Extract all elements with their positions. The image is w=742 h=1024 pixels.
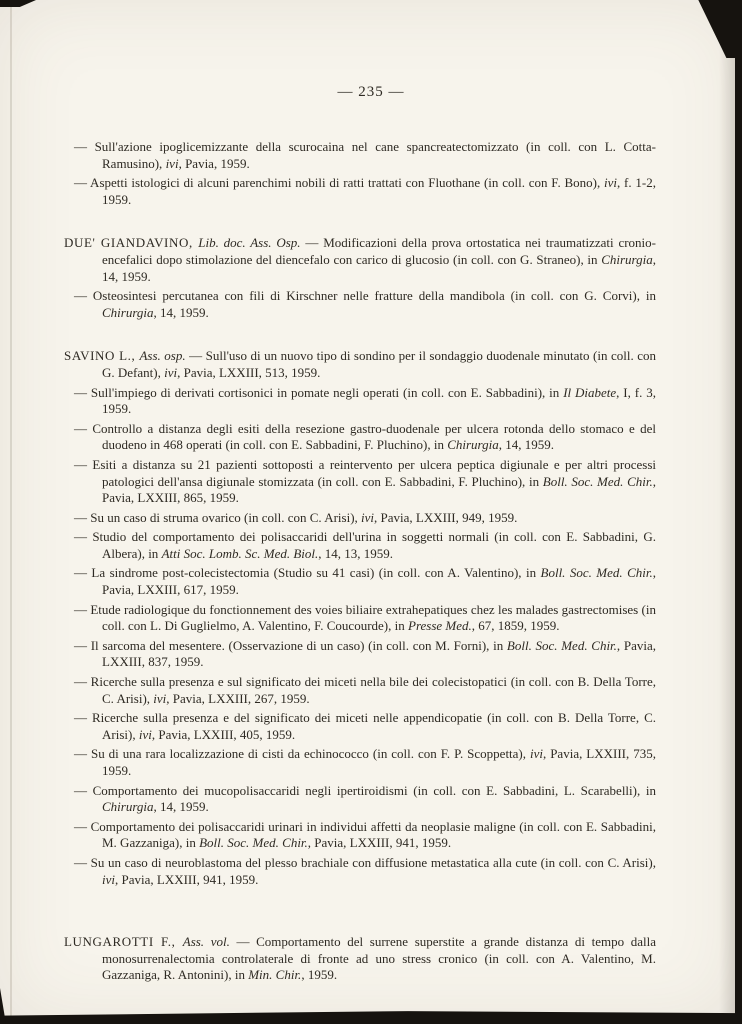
bib-section (64, 934, 656, 984)
bib-dash-entry (64, 510, 656, 527)
bib-dash-entry (64, 710, 656, 743)
page-number: — 235 — (337, 84, 405, 100)
entry-text: , Pavia, LXXIII, 941, 1959. (115, 871, 259, 887)
work-title: Boll. Soc. Med. Chir. (199, 835, 308, 851)
entry-text: — Ricerche sulla presenza e del significato dei miceti nelle appendicopatie (in coll. con B. Della Torre, C. Arisi), (74, 710, 656, 742)
bib-dash-entry (64, 529, 656, 562)
entry-text: , Pavia, LXXIII, 865, 1959. (102, 473, 656, 506)
entry-text: , Pavia, LXXIII, 267, 1959. (166, 690, 310, 706)
work-title: Chirurgia (102, 799, 154, 815)
author-name: SAVINO L., (64, 348, 140, 364)
entry-text: , Pavia, LXXIII, 837, 1959. (102, 637, 656, 670)
entry-text: — Modificazioni della prova ortostatica nei traumatizzati cronio-encefalici dopo stimolazione del diencefalo con carico di glucosio (in coll. con G. Straneo), in (102, 235, 656, 267)
entry-text: — Sull'uso di un nuovo tipo di sondino per il sondaggio duodenale minutato (in coll. con G. Defant), (102, 348, 656, 380)
work-title: ivi (138, 726, 152, 742)
work-title: Boll. Soc. Med. Chir. (506, 637, 617, 653)
bib-author-entry (64, 235, 656, 285)
entry-text: , f. 1-2, 1959. (102, 175, 656, 207)
bib-dash-entry (64, 746, 656, 779)
entry-text: — Su di una rara localizzazione di cisti da echinococco (in coll. con F. P. Scoppetta), (74, 746, 530, 762)
bib-dash-entry (64, 457, 656, 507)
entry-text: — Esiti a distanza su 21 pazienti sottoposti a reintervento per ulcera peptica digiunale e per altri processi patologici dell'ansa digiunale stomizzata (in coll. con E. Sabbadini, F. Pluchino), in (74, 456, 656, 489)
entry-text: — Il sarcoma del mesentere. (Osservazione di un caso) (in coll. con M. Forni), in (74, 637, 507, 653)
entry-text: — Comportamento del surrene superstite a grande distanza di tempo dalla monosurrenalectomia controlaterale di fronte ad uno stress cronico (in coll. con A. Valentino, M. Gazzaniga, R. Antonini), in (102, 934, 656, 983)
work-title: Chirurgia (102, 304, 154, 320)
work-title: Presse Med. (408, 618, 472, 634)
work-title: ivi (165, 155, 179, 171)
bib-dash-entry (64, 638, 656, 671)
bib-section (64, 348, 656, 888)
entry-text: — Controllo a distanza degli esiti della resezione gastro-duodenale per ulcera rotonda dello stomaco e del duodeno in 468 operati (in coll. con E. Sabbadini, F. Pluchino), in (74, 420, 656, 453)
entry-text: — Sull'azione ipoglicemizzante della scurocaina nel cane spancreatectomizzato (in coll. con L. Cotta-Ramusino), (74, 139, 656, 171)
bib-dash-entry (64, 855, 656, 888)
bib-author-entry (64, 934, 656, 984)
entry-text: , 14, 1959. (153, 304, 209, 320)
entry-text: , Pavia, LXXIII, 617, 1959. (102, 565, 656, 598)
entry-text: — Su un caso di neuroblastoma del plesso brachiale con diffusione metastatica alla cute (in coll. con C. Arisi), (74, 854, 656, 870)
entry-text: — Su un caso di struma ovarico (in coll. con C. Arisi), (74, 509, 362, 525)
work-title: ivi (164, 364, 178, 380)
bib-dash-entry (64, 819, 656, 852)
work-title: ivi (604, 175, 618, 191)
bib-dash-entry (64, 385, 656, 418)
entry-text: , Pavia, LXXIII, 405, 1959. (151, 726, 296, 742)
bib-dash-entry (64, 139, 656, 172)
entry-text: — Aspetti istologici di alcuni parenchimi nobili di ratti trattati con Fluothane (in coll. con F. Bono), (74, 175, 605, 191)
entry-text: — Sull'impiego di derivati cortisonici in pomate negli operati (in coll. con E. Sabbadini), in (74, 384, 564, 400)
scan-artifact-right-edge (735, 0, 742, 1024)
bib-dash-entry (64, 565, 656, 598)
entry-text: — Etude radiologique du fonctionnement des voies biliaire extrahepatiques chez les malades gastrectomises (in coll. con L. Di Guglielmo, A. Valentino, F. Coucourde), in (74, 601, 656, 634)
work-title: Boll. Soc. Med. Chir. (542, 473, 653, 489)
entry-text: , Pavia, LXXIII, 513, 1959. (177, 364, 321, 380)
entry-text: — Comportamento dei mucopolisaccaridi negli ipertiroidismi (in coll. con E. Sabbadini, L. Scarabelli), in (74, 782, 656, 798)
entry-text: , 14, 13, 1959. (318, 545, 394, 561)
entry-text: — Osteosintesi percutanea con fili di Kirschner nelle fratture della mandibola (in coll. con G. Corvi), in (74, 288, 656, 304)
entry-text: , Pavia, 1959. (178, 155, 250, 171)
entry-text: , Pavia, LXXIII, 949, 1959. (374, 509, 518, 525)
work-title: Il Diabete (563, 384, 617, 400)
entry-text: — Comportamento dei polisaccaridi urinari in individui affetti da neoplasie maligne (in coll. con E. Sabbadini, M. Gazzaniga), in (74, 818, 656, 851)
author-name: DUE' GIANDAVINO, (64, 235, 199, 251)
bib-author-entry (64, 348, 656, 381)
work-title: Atti Soc. Lomb. Sc. Med. Biol. (161, 545, 319, 561)
work-title: ivi (102, 871, 115, 887)
entry-text: , 14, 1959. (102, 251, 656, 284)
work-title: ivi (153, 690, 167, 706)
bib-dash-entry (64, 602, 656, 635)
scan-shadow-right (719, 0, 735, 1024)
entry-text: , I, f. 3, 1959. (102, 384, 656, 417)
work-title: Ass. vol. (182, 934, 230, 950)
work-title: Chirurgia (447, 437, 499, 453)
entry-text: — Ricerche sulla presenza e sul significato dei miceti nella bile dei colecistopatici (in coll. con B. Della Torre, C. Arisi), (74, 674, 656, 706)
work-title: Min. Chir. (248, 967, 302, 983)
entry-text: — Studio del comportamento dei polisaccaridi dell'urina in soggetti normali (in coll. con E. Sabbadini, G. Albera), in (74, 529, 656, 561)
bib-dash-entry (64, 421, 656, 454)
bib-dash-entry (64, 783, 656, 816)
bib-dash-entry (64, 674, 656, 707)
entry-text: , 1959. (301, 967, 338, 983)
bib-dash-entry (64, 175, 656, 208)
work-title: Lib. doc. Ass. Osp. (198, 235, 301, 251)
entry-text: , Pavia, LXXIII, 735, 1959. (102, 746, 656, 778)
bibliography (64, 139, 656, 984)
entry-text: — La sindrome post-colecistectomia (Studio su 41 casi) (in coll. con A. Valentino), in (74, 565, 541, 581)
bib-dash-entry (64, 288, 656, 321)
work-title: Boll. Soc. Med. Chir. (540, 565, 653, 581)
entry-text: , 67, 1859, 1959. (471, 618, 560, 634)
work-title: Chirurgia (601, 251, 653, 267)
bib-section (64, 235, 656, 321)
work-title: Ass. osp. (139, 348, 186, 364)
paper-fold-line (10, 0, 12, 1024)
author-name: LUNGAROTTI F., (64, 934, 183, 950)
entry-text: , 14, 1959. (153, 799, 209, 815)
work-title: ivi (361, 509, 375, 525)
entry-text: , Pavia, LXXIII, 941, 1959. (307, 835, 452, 851)
bib-section (64, 139, 656, 208)
entry-text: , 14, 1959. (498, 437, 554, 453)
work-title: ivi (529, 746, 543, 762)
